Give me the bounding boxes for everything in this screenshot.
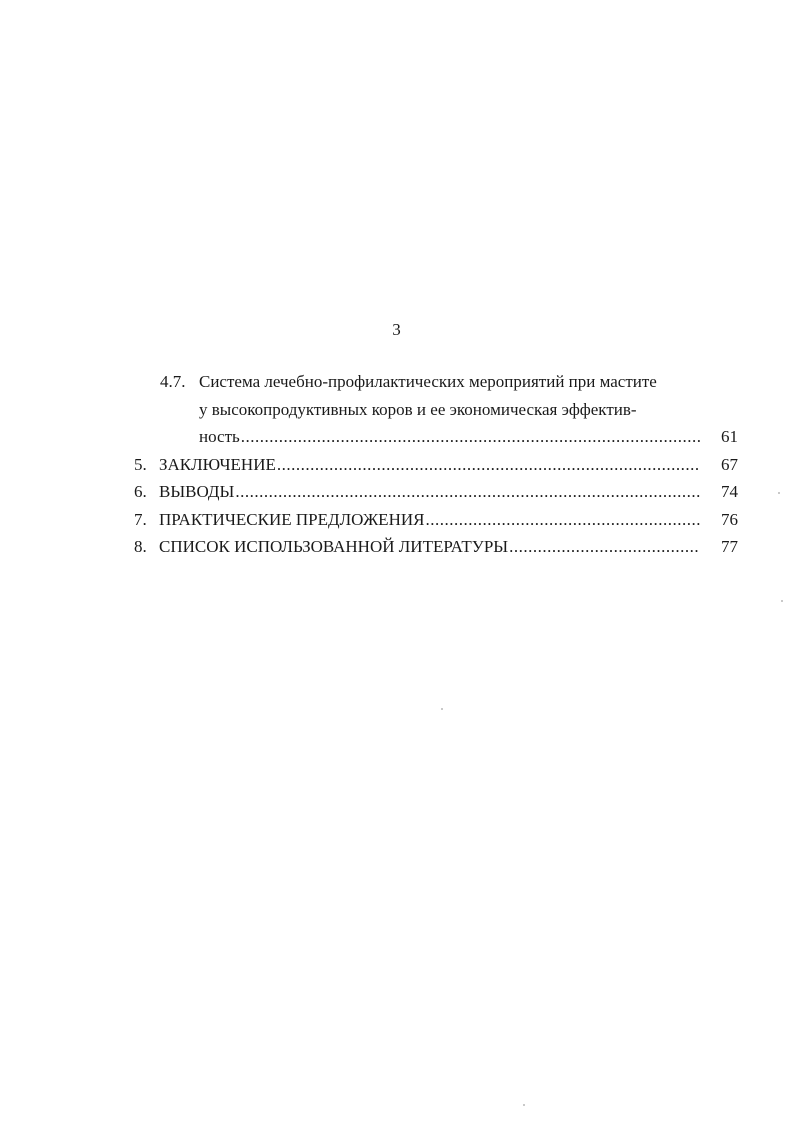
toc-entry-title: ВЫВОДЫ [159,482,235,501]
toc-leader-row [159,451,738,479]
toc-entry-title: ЗАКЛЮЧЕНИЕ [159,454,276,474]
toc-entry-8 [128,533,738,561]
toc-entry-7 [128,506,738,534]
dot-leader [276,451,700,479]
toc-entry-title: СПИСОК ИСПОЛЬЗОВАННОЙ ЛИТЕРАТУРЫ [159,537,509,556]
toc-page-number: 76 [721,509,738,529]
toc-entry-4-7-line-3 [128,423,738,451]
toc-leader-row [159,506,738,534]
toc-leader-row [159,478,738,506]
dot-leader [424,506,700,534]
toc-entry-title: ПРАКТИЧЕСКИЕ ПРЕДЛОЖЕНИЯ [159,509,425,529]
toc-entry-number: 8. [134,537,147,556]
toc-page-number: 67 [721,454,738,474]
scan-speck [441,708,443,710]
scan-speck [778,492,780,494]
toc-entry-number: 5. [134,454,147,474]
toc-entry-5 [128,451,738,479]
toc-entry-number: 6. [134,482,147,501]
toc-entry-number: 7. [134,509,147,529]
scan-speck [523,1104,525,1106]
toc-entry-6 [128,478,738,506]
toc-leader-row [159,533,738,561]
dot-leader [508,533,700,561]
table-of-contents [128,368,738,561]
toc-entry-title-line: у высокопродуктивных коров и ее экономическая эффектив- [199,399,637,419]
toc-leader-row [199,423,738,451]
scan-speck [781,600,783,602]
toc-page-number: 74 [721,482,738,501]
dot-leader [234,478,700,506]
page-number: 3 [392,320,401,339]
toc-entry-4-7-line-2 [128,396,738,424]
toc-page-number: 61 [721,427,738,446]
toc-entry-title-line: ность [199,427,240,446]
toc-entry-4-7-line-1 [128,368,738,396]
toc-entry-title-line: Система лечебно-профилактических мероприятий при мастите [199,372,657,391]
toc-entry-number: 4.7. [160,372,186,391]
dot-leader [240,423,700,451]
toc-page-number: 77 [721,537,738,556]
